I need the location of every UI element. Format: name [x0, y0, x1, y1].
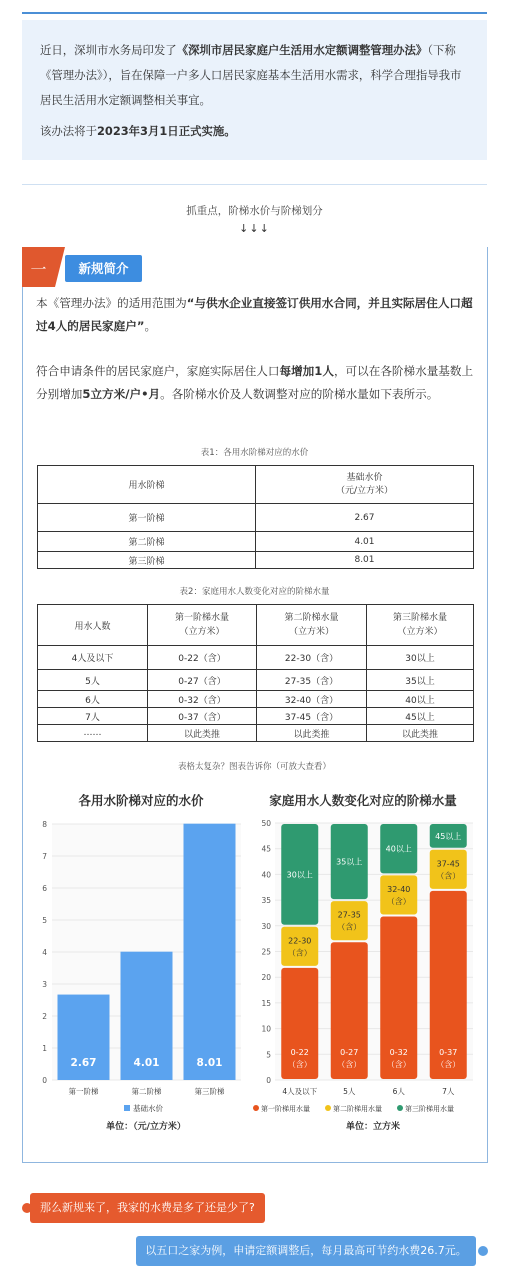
table-row [38, 670, 474, 691]
x-tick-label: 4人及以下 [282, 1087, 318, 1096]
legend-label: 基础水价 [133, 1104, 163, 1113]
table-row [38, 504, 474, 532]
data-label: 0-32 [389, 1048, 408, 1057]
table-cell: 4人及以下 [38, 646, 148, 670]
chat-dot-right [478, 1246, 488, 1256]
y-tick-label: 5 [266, 1050, 271, 1060]
legend-label: 第二阶梯用水量 [333, 1105, 382, 1113]
intro-bold-title: 《深圳市居民家庭户生活用水定额调整管理办法》 [176, 43, 428, 57]
data-label: 8.01 [196, 1057, 223, 1069]
focus-note: 抓重点，阶梯水价与阶梯划分 [186, 205, 323, 217]
data-label: （含） [287, 1060, 312, 1069]
legend-label: 第三阶梯用水量 [405, 1105, 454, 1113]
x-tick-label: 5人 [343, 1087, 356, 1096]
y-tick-label: 15 [261, 998, 271, 1008]
y-tick-label: 5 [42, 916, 47, 925]
rule-text-2: ，可以在各阶梯水量基数上分别增加 [36, 364, 474, 401]
data-label: 0-22 [290, 1048, 309, 1057]
legend-swatch [253, 1105, 259, 1111]
section-header [22, 247, 488, 287]
price-table [37, 465, 474, 569]
intro-date-paragraph [40, 121, 471, 141]
y-tick-label: 0 [266, 1076, 271, 1085]
bar [184, 824, 236, 1080]
data-label: 40以上 [385, 844, 412, 854]
data-label: 32-40 [387, 884, 411, 894]
table-cell: 第二阶梯 [38, 532, 256, 552]
data-label: 0-27 [340, 1048, 359, 1057]
y-tick-label: 0 [42, 1076, 47, 1085]
y-tick-label: 35 [261, 896, 271, 906]
x-tick-label: 第二阶梯 [131, 1087, 162, 1096]
intro-box [22, 20, 487, 160]
answer-bubble: 以五口之家为例，申请定额调整后，每月最高可节约水费26.7元。 [136, 1236, 476, 1266]
table-cell: 以此类推 [257, 725, 367, 742]
table-header-cell: 第二阶梯水量 （立方米） [257, 605, 367, 646]
table-cell: 0-37（含） [148, 708, 257, 725]
table-cell: 7人 [38, 708, 148, 725]
rule-text-1: 符合申请条件的居民家庭户，家庭实际居住人口 [36, 364, 280, 378]
scope-end: 。 [144, 319, 157, 333]
data-label: 2.67 [70, 1057, 97, 1069]
table-header-cell: 第一阶梯水量 （立方米） [148, 605, 257, 646]
table-cell: 5人 [38, 670, 148, 691]
table-header-cell: 用水阶梯 [38, 466, 256, 504]
data-label: 45以上 [435, 831, 462, 841]
x-tick-label: 7人 [442, 1087, 455, 1096]
rule-bold-2: 5立方米/户•月 [82, 387, 161, 401]
y-tick-label: 25 [261, 947, 271, 957]
table-row [38, 708, 474, 725]
bar-segment [430, 850, 467, 889]
y-tick-label: 6 [42, 884, 47, 893]
rule-text-3: 。各阶梯水价及人数调整对应的阶梯水量如下表所示。 [160, 387, 439, 401]
data-label: （含） [337, 922, 362, 932]
chart-unit: 单位：立方米 [345, 1122, 401, 1132]
rule-paragraph [36, 360, 476, 406]
intro-paragraph [40, 38, 471, 113]
rule-bold-1: 每增加1人 [279, 364, 334, 378]
table-cell: 37-45（含） [257, 708, 367, 725]
data-label: 4.01 [133, 1057, 160, 1069]
data-label: （含） [287, 948, 312, 958]
chart-title: 各用水阶梯对应的水价 [78, 793, 204, 808]
table-cell: 0-27（含） [148, 670, 257, 691]
table-cell: 8.01 [256, 552, 474, 569]
data-label: 27-35 [337, 910, 361, 920]
y-tick-label: 40 [261, 870, 271, 880]
data-label: 30以上 [286, 870, 313, 880]
table-cell: 0-32（含） [148, 691, 257, 708]
scope-text: 本《管理办法》的适用范围为 [36, 296, 187, 310]
chart-title: 家庭用水人数变化对应的阶梯水量 [269, 793, 457, 808]
table-cell: 6人 [38, 691, 148, 708]
data-label: （含） [386, 1060, 411, 1069]
table-header-cell: 基础水价 （元/立方米） [256, 466, 474, 504]
table-row [38, 532, 474, 552]
table-cell: 40以上 [367, 691, 474, 708]
price-bar-chart [36, 787, 246, 1137]
legend-swatch [124, 1105, 130, 1111]
intro-date: 2023年3月1日正式实施。 [96, 124, 236, 138]
table-cell: 0-22（含） [148, 646, 257, 670]
table-cell: 4.01 [256, 532, 474, 552]
legend-swatch [397, 1105, 403, 1111]
table-row [38, 691, 474, 708]
legend-swatch [325, 1105, 331, 1111]
table-cell: 30以上 [367, 646, 474, 670]
volume-stacked-chart [251, 787, 476, 1137]
data-label: （含） [436, 1060, 461, 1069]
scope-bold: “与供水企业直接签订供用水合同，并且实际居住人口超过4人的居民家庭户” [36, 296, 473, 333]
y-tick-label: 3 [42, 980, 47, 989]
table-cell: …… [38, 725, 148, 742]
table-cell: 以此类推 [148, 725, 257, 742]
data-label: 22-30 [288, 936, 312, 946]
y-tick-label: 1 [42, 1044, 47, 1053]
table-cell: 27-35（含） [257, 670, 367, 691]
intro-date-pre: 该办法将于 [40, 124, 97, 138]
table-row [38, 552, 474, 569]
table-cell: 45以上 [367, 708, 474, 725]
section-divider [22, 184, 487, 185]
scope-paragraph [36, 292, 476, 338]
bar-segment [331, 942, 368, 1079]
data-label: 35以上 [336, 857, 363, 867]
chart-unit: 单位：（元/立方米） [106, 1122, 186, 1132]
table1-caption: 表1：各用水阶梯对应的水价 [200, 448, 309, 458]
data-label: （含） [386, 896, 411, 906]
x-tick-label: 第三阶梯 [194, 1087, 225, 1096]
down-arrows-icon: ↓↓↓ [239, 222, 270, 235]
table-cell: 第一阶梯 [38, 504, 256, 532]
section-title: 新规简介 [65, 255, 142, 282]
intro-text: 近日，深圳市水务局印发了 [40, 43, 177, 57]
x-tick-label: 第一阶梯 [68, 1087, 99, 1096]
y-tick-label: 4 [42, 948, 47, 957]
y-tick-label: 45 [261, 844, 271, 854]
data-label: （含） [436, 871, 461, 881]
data-label: （含） [337, 1060, 362, 1069]
table-cell: 22-30（含） [257, 646, 367, 670]
table-cell: 第三阶梯 [38, 552, 256, 569]
table-row [38, 725, 474, 742]
volume-table [37, 604, 474, 742]
y-tick-label: 7 [42, 852, 47, 861]
data-label: 37-45 [436, 859, 460, 869]
table-cell: 32-40（含） [257, 691, 367, 708]
bar-segment [281, 927, 318, 966]
y-tick-label: 8 [42, 820, 47, 829]
section-number: 一 [30, 260, 47, 279]
data-label: 0-37 [439, 1048, 458, 1057]
table-cell: 35以上 [367, 670, 474, 691]
table-header-cell: 用水人数 [38, 605, 148, 646]
table-cell: 2.67 [256, 504, 474, 532]
bar-segment [331, 901, 368, 940]
y-tick-label: 20 [261, 973, 271, 983]
question-bubble: 那么新规来了，我家的水费是多了还是少了? [30, 1193, 265, 1223]
table-row [38, 646, 474, 670]
table-header-row [38, 605, 474, 646]
y-tick-label: 10 [261, 1024, 271, 1034]
table2-caption: 表2：家庭用水人数变化对应的阶梯水量 [179, 587, 330, 597]
x-tick-label: 6人 [392, 1087, 405, 1096]
intro-text-cont: （下称《管理办法》），旨在保障一户多人口居民家庭基本生活用水需求，科学合理指导我市居民生活用水定额调整相关事宜。 [40, 43, 462, 107]
y-tick-label: 50 [261, 819, 271, 828]
legend-label: 第一阶梯用水量 [261, 1105, 310, 1113]
charts-note: 表格太复杂？图表告诉你（可放大查看） [177, 762, 331, 772]
table-header-row [38, 466, 474, 504]
y-tick-label: 30 [261, 921, 271, 931]
top-divider [22, 12, 487, 14]
table-header-cell: 第三阶梯水量 （立方米） [367, 605, 474, 646]
charts-area [36, 787, 476, 1137]
table-cell: 以此类推 [367, 725, 474, 742]
y-tick-label: 2 [42, 1012, 47, 1021]
bar-segment [380, 875, 417, 914]
